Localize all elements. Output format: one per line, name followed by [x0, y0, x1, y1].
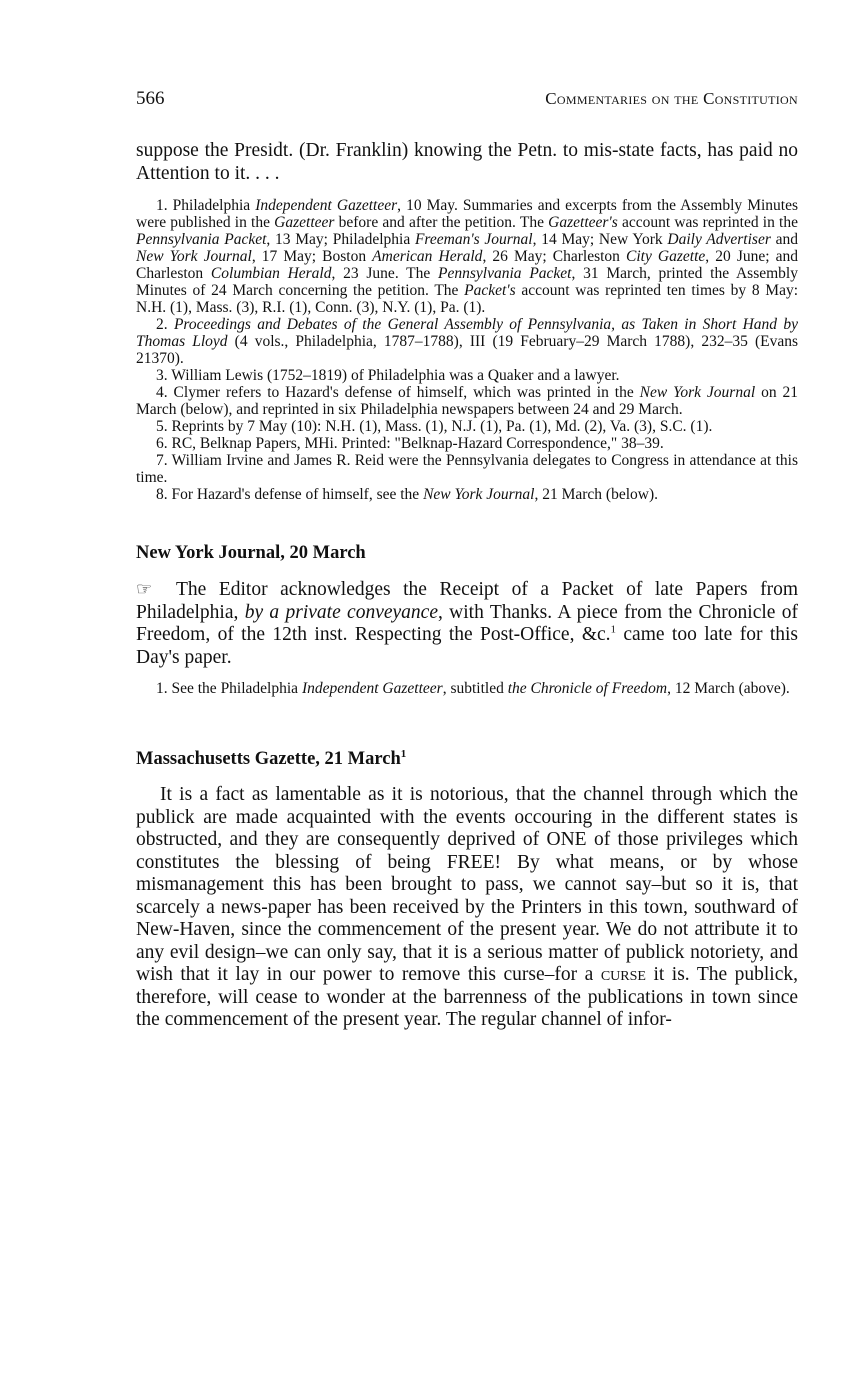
continuation-text: suppose the Presidt. (Dr. Franklin) knowing the Petn. to mis-state facts, has paid no Attention to it. . . . — [136, 140, 798, 184]
running-head — [136, 88, 798, 122]
note-7: 7. William Irvine and James R. Reid were the Pennsylvania delegates to Congress in attendance at this time. — [136, 452, 798, 486]
note-6: 6. RC, Belknap Papers, MHi. Printed: "Belknap-Hazard Correspondence," 38–39. — [156, 435, 664, 452]
note-1: 1. Philadelphia Independent Gazetteer, 10 May. Summaries and excerpts from the Assembly Minutes were published in the Gazetteer before and after the petition. The Gazetteer's account was reprinted in the Pennsylvania Packet, 13 May; Philadelphia Freeman's Journal, 14 May; New York Daily Advertiser and New York Journal, 17 May; Boston American Herald, 26 May; Charleston City Gazette, 20 June; and Charleston Columbian Herald, 23 June. The Pennsylvania Packet, 31 March, printed the Assembly Minutes of 24 March concerning the petition. The Packet's account was reprinted ten times by 8 May: N.H. (1), Mass. (3), R.I. (1), Conn. (3), N.Y. (1), Pa. (1). — [136, 197, 799, 316]
section-heading-new-york-journal: New York Journal, 20 March — [136, 543, 366, 563]
section-heading-massachusetts-gazette: Massachusetts Gazette, 21 March$^1$ — [136, 747, 407, 769]
mg-paragraph: It is a fact as lamentable as it is notorious, that the channel through which the publick are made acquainted with the events occouring in the different states is obstructed, and they are consequently deprived of ONE of those privileges which constitutes the blessing of being FREE! By what means, or by whose mismanagement this has been brought to pass, we cannot say–but so it is, that scarcely a news-paper has been received by the Printers in this town, southward of New-Haven, since the commencement of the present year. We do not attribute it to any evil design–we can only say, that it is a serious matter of publick notoriety, and wish that it lay in our power to remove this curse–for a curse it is. The publick, therefore, will cease to wonder at the barrenness of the publications in town since the commencement of the present year. The regular channel of infor- — [136, 784, 799, 1030]
note-8: 8. For Hazard's defense of himself, see the New York Journal, 21 March (below). — [156, 486, 658, 503]
notes-block-1 — [136, 197, 798, 503]
page-number: 566 — [136, 88, 165, 109]
nyj-note-1: 1. See the Philadelphia Independent Gazetteer, subtitled the Chronicle of Freedom, 12 March (above). — [156, 680, 790, 697]
note-4: 4. Clymer refers to Hazard's defense of himself, which was printed in the New York Journal on 21 March (below), and reprinted in six Philadelphia newspapers between 24 and 29 March. — [136, 384, 799, 418]
running-title: Commentaries on the Constitution — [545, 89, 798, 108]
document-page — [136, 88, 798, 1032]
pointing-hand-icon: ☞ — [136, 579, 151, 599]
note-5: 5. Reprints by 7 May (10): N.H. (1), Mass. (1), N.J. (1), Pa. (1), Md. (2), Va. (3), S.C. (1). — [156, 418, 713, 435]
nyj-paragraph: ☞ The Editor acknowledges the Receipt of a Packet of late Papers from Philadelphia, by a private conveyance, with Thanks. A piece from the Chronicle of Freedom, of the 12th inst. Respecting the Post-Office, &c.$^1$ came too late for this Day's paper. — [136, 579, 798, 668]
notes-block-2 — [136, 680, 798, 697]
note-2: 2. Proceedings and Debates of the General Assembly of Pennsylvania, as Taken in Short Hand by Thomas Lloyd (4 vols., Philadelphia, 1787–1788), III (19 February–29 March 1788), 232–35 (Evans 21370). — [136, 316, 799, 367]
note-3: 3. William Lewis (1752–1819) of Philadelphia was a Quaker and a lawyer. — [156, 367, 620, 384]
